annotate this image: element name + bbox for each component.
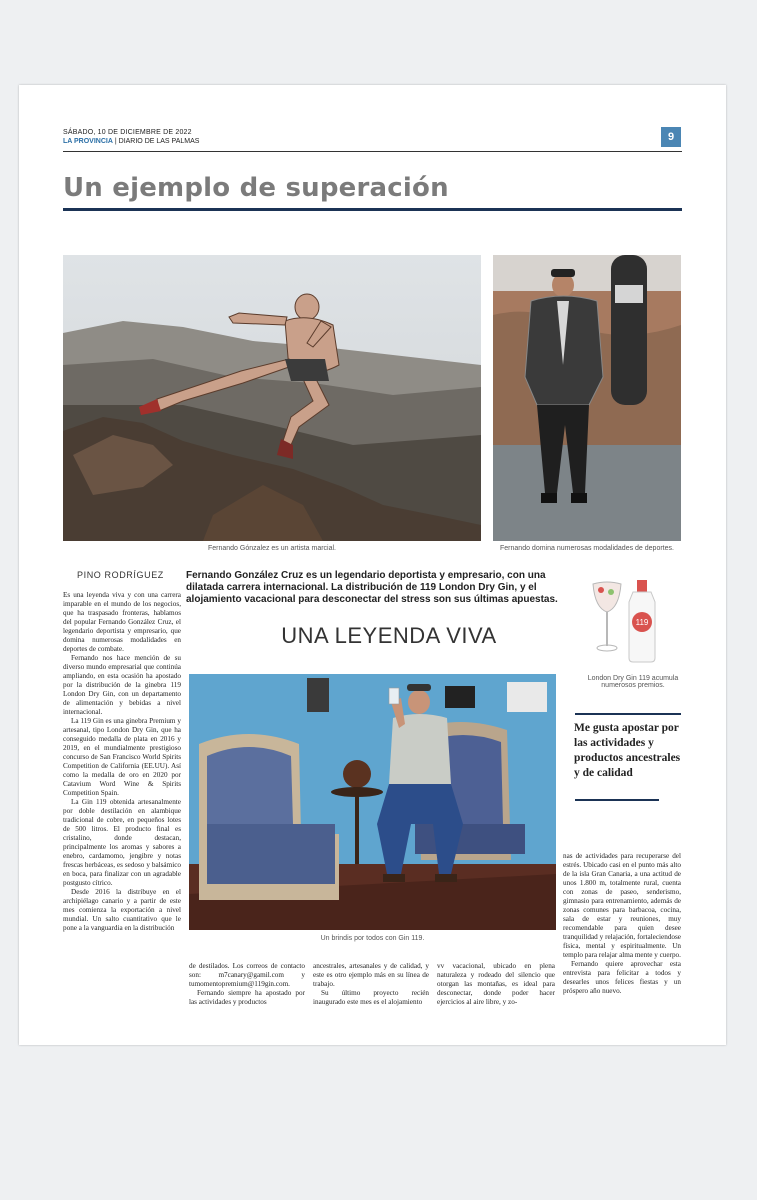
gin-bottle-illustration — [585, 578, 681, 666]
byline: PINO RODRÍGUEZ — [77, 570, 164, 580]
paper-subtitle: | DIARIO DE LAS PALMAS — [114, 138, 200, 145]
header-publication — [63, 138, 199, 145]
col2-paragraph: de destilados. Los correos de contacto son: m7canary@gamil.com y tumomentopremium@119gin.com. — [189, 962, 305, 988]
gin-label: 119 — [635, 618, 649, 627]
pullquote-rule-top — [575, 713, 681, 715]
body-column-1 — [63, 591, 181, 933]
boxer-photo — [493, 255, 681, 541]
body-column-4 — [437, 962, 555, 1007]
gin-bottle-photo — [585, 578, 681, 666]
martial-artist-photo — [63, 255, 481, 541]
col1-paragraph: Desde 2016 la distribuye en el archipiélago canario y a partir de este mes comienza la exportación a nivel mundial. Un salto cuantitativo que le pone a la vanguardia en la distribución — [63, 888, 181, 932]
header-rule — [63, 151, 682, 152]
main-photo — [189, 674, 556, 930]
header-date: SÁBADO, 10 DE DICIEMBRE DE 2022 — [63, 129, 192, 136]
col1-paragraph: La Gin 119 obtenida artesanalmente por doble destilación en alambique tradicional de cobre, en pequeños lotes de 500 litros. El producto final es cristalino, donde destacan, principalmente los aromas y sabores a enebro, cardamomo, jengibre y notas frescas herbáceas, es sedoso y balsámico en boca, para finalizar con un agradable postgusto cítrico. — [63, 798, 181, 887]
pullquote: Me gusta apostar por las actividades y productos ancestrales y de calidad — [574, 722, 681, 779]
newspaper-page — [19, 85, 726, 1045]
toast-illustration — [189, 674, 556, 930]
col2-paragraph: Fernando siempre ha apostado por las actividades y productos — [189, 989, 305, 1006]
col5-paragraph: Fernando quiere aprovechar esta entrevista para felicitar a todos y desearles unos felices fiestas y un próspero año nuevo. — [563, 960, 681, 995]
top-left-caption: Fernando Gónzalez es un artista marcial. — [207, 545, 336, 552]
main-photo-caption: Un brindis por todos con Gin 119. — [320, 935, 425, 942]
gin-caption: London Dry Gin 119 acumula numerosos premios. — [587, 675, 679, 689]
col1-paragraph: Es una leyenda viva y con una carrera imparable en el mundo de los negocios, que ha traspasado fronteras, hablamos del popular Fernando González Cruz, el legendario deportista y empresario, que domina numerosas modalidades en deportes de combate. — [63, 591, 181, 653]
col4-paragraph: vv vacacional, ubicado en plena naturaleza y rodeado del silencio que otorgan las montañas, es ideal para desconectar, donde poder hacer ejercicios al aire libre, y zo- — [437, 962, 555, 1006]
article-lead: Fernando González Cruz es un legendario deportista y empresario, con una dilatada carrera internacional. La distribución de 119 London Dry Gin, y el alojamiento vacacional para desconectar del stress son sus últimas apuestas. — [186, 570, 558, 605]
pullquote-rule-bottom — [575, 799, 659, 801]
col3-paragraph: Su último proyecto recién inaugurado este mes es el alojamiento — [313, 989, 429, 1006]
body-column-3 — [313, 962, 429, 1007]
col1-paragraph: Fernando nos hace mención de su diverso mundo empresarial que continúa ampliando, en esta ocasión ha apostado por la distribución de la ginebra 119 London Dry Gin, con un departamento de alimentación y bebidas a nivel internacional. — [63, 654, 181, 716]
paper-name: LA PROVINCIA — [63, 138, 113, 145]
page-number: 9 — [661, 127, 681, 147]
boxer-illustration — [493, 255, 681, 541]
headline: UNA LEYENDA VIVA — [281, 623, 497, 648]
top-right-caption: Fernando domina numerosas modalidades de deportes. — [500, 545, 674, 552]
body-column-2 — [189, 962, 305, 1007]
col1-paragraph: La 119 Gin es una ginebra Premium y artesanal, tipo London Dry Gin, que ha conseguido medalla de plata en 2016 y 2019, en el mundialmente prestigioso concurso de San Francisco World Spirits Competition de California (EE.UU). Así como la medalla de oro en 2020 por Catavium Word Wine & Spirits Competition Spain. — [63, 717, 181, 797]
col5-paragraph: nas de actividades para recuperarse del estrés. Ubicado casi en el punto más alto de la isla Gran Canaria, a una actitud de unos 1.800 m, totalmente rural, cuenta con zonas de paseo, senderismo, gimnasio para entrenamiento, además de zonas comunes para barbacoa, cocina, sala de estar y reuniones, muy recomendable para quien desee tranquilidad y relajación, fortaleciendose física, mental y espiritualmente. Un templo para relajar alma mente y cuerpo. — [563, 852, 681, 959]
section-title-rule — [63, 208, 682, 211]
col3-paragraph: ancestrales, artesanales y de calidad, y este es otro ejemplo más en su línea de trabajo. — [313, 962, 429, 988]
section-title: Un ejemplo de superación — [63, 173, 449, 203]
martial-artist-illustration — [63, 255, 481, 541]
body-column-5 — [563, 852, 681, 996]
